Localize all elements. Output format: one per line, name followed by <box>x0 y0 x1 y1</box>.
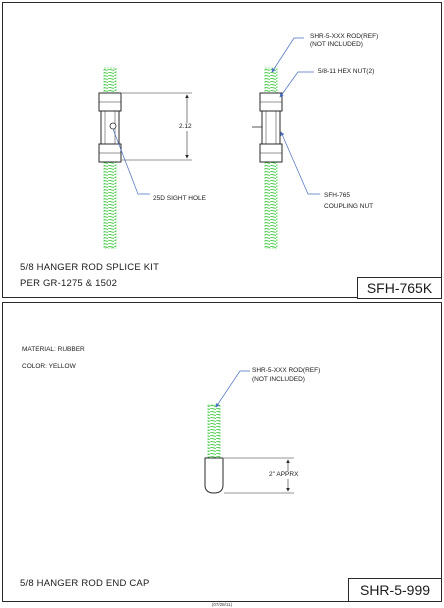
coupling-leader <box>281 132 320 194</box>
sight-hole <box>110 123 116 129</box>
splice-assembly-front <box>99 68 192 248</box>
cap-rod-ref-leader <box>216 371 250 407</box>
cap-rod-ref-label-1: SHR-5-XXX ROD(REF) <box>252 367 321 374</box>
material-label: MATERIAL: RUBBER <box>22 346 85 353</box>
hex-nut-leader <box>280 72 314 97</box>
part-number-box-top <box>357 277 442 299</box>
coupling-label-2: COUPLING NUT <box>324 203 374 210</box>
sight-hole-label: 25D SIGHT HOLE <box>153 195 206 202</box>
splice-kit-subtitle: PER GR-1275 & 1502 <box>20 278 118 289</box>
end-cap-title: 5/8 HANGER ROD END CAP <box>20 578 150 589</box>
color-label: COLOR: YELLOW <box>22 363 76 370</box>
date-footer: (07/28/11) <box>211 602 233 607</box>
rod-ref-label-2: (NOT INCLUDED) <box>310 41 363 48</box>
part-number-top: SFH-765K <box>366 280 433 296</box>
coupling-label-1: SFH-765 <box>324 192 351 199</box>
part-number-bottom: SHR-5-999 <box>359 582 431 598</box>
splice-assembly-side <box>252 38 320 248</box>
rod-ref-leader-top <box>272 38 304 72</box>
rubber-end-cap <box>205 458 223 493</box>
part-number-box-bottom <box>348 578 442 602</box>
coupling-nut-right <box>262 111 280 144</box>
rod-ref-label-1: SHR-5-XXX ROD(REF) <box>310 33 379 40</box>
cap-dimension-label: 2" APPRX <box>269 471 299 478</box>
dimension-label-2-12: 2.12 <box>179 123 192 130</box>
splice-kit-title: 5/8 HANGER ROD SPLICE KIT <box>20 262 160 273</box>
hex-nut-label: 5/8-11 HEX NUT(2) <box>318 68 375 75</box>
cap-rod-ref-label-2: (NOT INCLUDED) <box>252 376 305 383</box>
threaded-rod-cap <box>208 405 220 460</box>
